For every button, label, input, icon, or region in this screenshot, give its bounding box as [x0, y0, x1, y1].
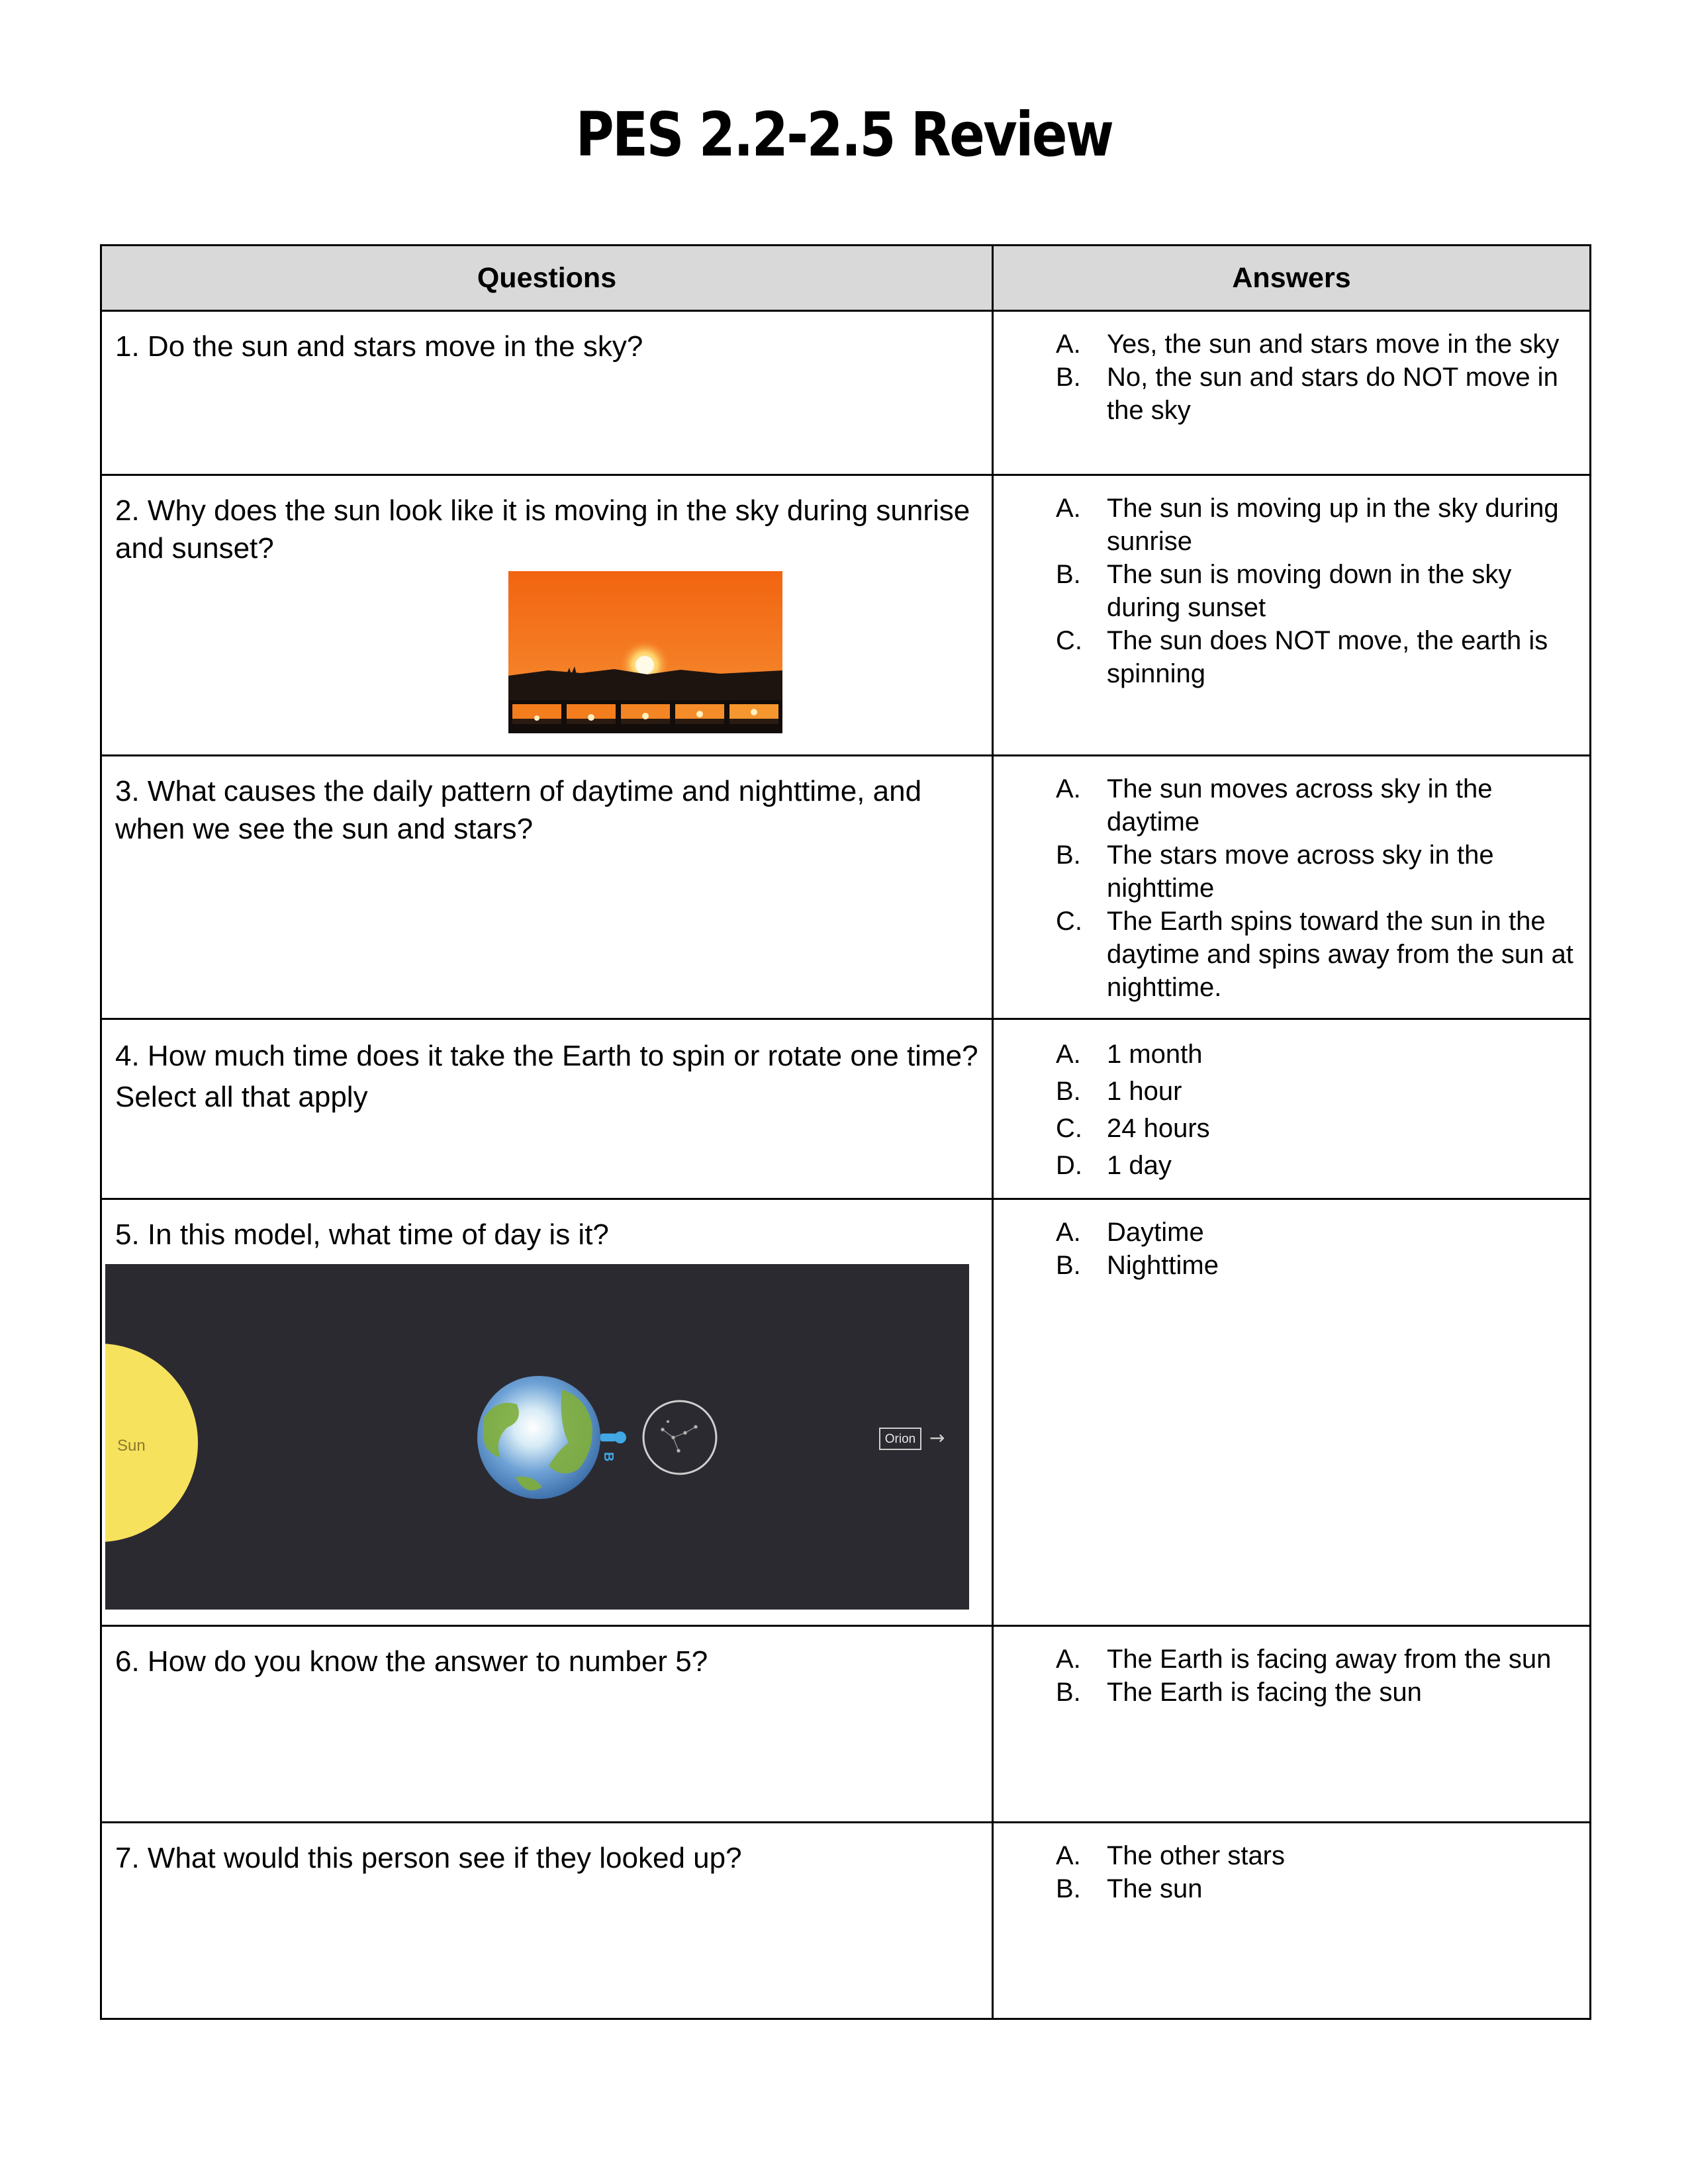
sun-label: Sun	[117, 1437, 146, 1455]
answer-options	[994, 492, 1577, 690]
answer-option[interactable]	[994, 492, 1577, 558]
option-text: Daytime	[1107, 1218, 1204, 1247]
option-letter: A.	[1056, 1841, 1081, 1870]
answer-option[interactable]	[994, 328, 1577, 361]
observer-label: B	[601, 1452, 616, 1462]
table-row	[101, 311, 1591, 475]
option-letter: A.	[1056, 494, 1081, 523]
answer-option[interactable]	[994, 1676, 1577, 1709]
review-table	[100, 244, 1591, 2020]
question-cell	[101, 1823, 993, 2019]
option-text: 1 hour	[1107, 1077, 1182, 1106]
answer-cell	[993, 311, 1591, 475]
question-text: 6. How do you know the answer to number 5?	[115, 1645, 708, 1678]
document-title: PES 2.2-2.5 Review	[575, 99, 1113, 170]
answer-option[interactable]	[994, 1036, 1577, 1073]
option-letter: B.	[1056, 1251, 1081, 1280]
answer-cell	[993, 1626, 1591, 1823]
table-row	[101, 475, 1591, 756]
option-letter: A.	[1056, 330, 1081, 359]
answer-cell	[993, 1019, 1591, 1199]
question-text: 7. What would this person see if they looked up?	[115, 1842, 742, 1874]
table-row	[101, 1626, 1591, 1823]
option-text: Nighttime	[1107, 1251, 1219, 1280]
option-text: The Earth spins toward the sun in the daytime and spins away from the sun at nighttime.	[1107, 907, 1573, 1002]
option-text: The sun is moving down in the sky during sunset	[1107, 560, 1512, 622]
question-text: 3. What causes the daily pattern of daytime and nighttime, and when we see the sun and stars?	[115, 775, 922, 845]
earth-orbit-model	[105, 1264, 969, 1610]
answer-option[interactable]	[994, 624, 1577, 690]
answer-option[interactable]	[994, 1249, 1577, 1282]
option-letter: A.	[1056, 774, 1081, 803]
question-cell	[101, 1199, 993, 1626]
option-text: Yes, the sun and stars move in the sky	[1107, 330, 1560, 359]
option-letter: C.	[1056, 1114, 1082, 1143]
answer-options	[994, 772, 1577, 1004]
option-letter: B.	[1056, 1678, 1081, 1707]
answer-options	[994, 1216, 1577, 1282]
answer-cell	[993, 475, 1591, 756]
option-text: The sun moves across sky in the daytime	[1107, 774, 1493, 837]
answer-option[interactable]	[994, 839, 1577, 905]
option-letter: B.	[1056, 1874, 1081, 1903]
answer-cell	[993, 1199, 1591, 1626]
arrow-right-icon: →	[929, 1427, 945, 1449]
answer-cell	[993, 756, 1591, 1019]
sun-disc	[635, 656, 654, 674]
answer-option[interactable]	[994, 1839, 1577, 1872]
option-letter: C.	[1056, 907, 1082, 936]
question-text: 1. Do the sun and stars move in the sky?	[115, 330, 643, 363]
option-text: 1 month	[1107, 1040, 1203, 1069]
option-letter: B.	[1056, 560, 1081, 589]
answer-option[interactable]	[994, 558, 1577, 624]
observer-head	[614, 1432, 626, 1443]
answer-option[interactable]	[994, 1110, 1577, 1147]
answer-option[interactable]	[994, 905, 1577, 1004]
answer-option[interactable]	[994, 1216, 1577, 1249]
answer-cell	[993, 1823, 1591, 2019]
answer-option[interactable]	[994, 1643, 1577, 1676]
table-row	[101, 1019, 1591, 1199]
question-cell	[101, 1019, 993, 1199]
option-letter: B.	[1056, 363, 1081, 392]
option-letter: D.	[1056, 1151, 1082, 1180]
option-text: No, the sun and stars do NOT move in the sky	[1107, 363, 1558, 425]
answer-option[interactable]	[994, 1147, 1577, 1184]
sunset-frames	[512, 704, 778, 724]
answer-options	[994, 1643, 1577, 1709]
question-cell	[101, 756, 993, 1019]
question-cell	[101, 475, 993, 756]
question-text: 5. In this model, what time of day is it?	[115, 1218, 609, 1251]
option-text: The sun is moving up in the sky during sunrise	[1107, 494, 1559, 556]
question-cell	[101, 1626, 993, 1823]
questions-header: Questions	[101, 246, 993, 311]
option-letter: C.	[1056, 626, 1082, 655]
option-letter: A.	[1056, 1645, 1081, 1674]
option-text: The Earth is facing the sun	[1107, 1678, 1422, 1707]
answer-option[interactable]	[994, 361, 1577, 427]
observer-figure	[600, 1433, 616, 1441]
table-row	[101, 756, 1591, 1019]
option-text: The sun	[1107, 1874, 1203, 1903]
option-text: The other stars	[1107, 1841, 1286, 1870]
table-row	[101, 1199, 1591, 1626]
orion-label: Orion	[884, 1432, 916, 1446]
answer-option[interactable]	[994, 1872, 1577, 1905]
table-header-row	[101, 246, 1591, 311]
question-text: 4. How much time does it take the Earth to spin or rotate one time? Select all that apply	[115, 1040, 978, 1113]
option-text: 1 day	[1107, 1151, 1172, 1180]
option-letter: A.	[1056, 1218, 1081, 1247]
option-letter: B.	[1056, 1077, 1081, 1106]
question-cell	[101, 311, 993, 475]
option-text: The sun does NOT move, the earth is spinning	[1107, 626, 1548, 688]
answer-options	[994, 328, 1577, 427]
answer-option[interactable]	[994, 1073, 1577, 1110]
option-text: The Earth is facing away from the sun	[1107, 1645, 1552, 1674]
sunset-photo	[508, 571, 782, 733]
option-text: 24 hours	[1107, 1114, 1210, 1143]
answer-option[interactable]	[994, 772, 1577, 839]
answers-header: Answers	[993, 246, 1591, 311]
option-letter: B.	[1056, 841, 1081, 870]
option-text: The stars move across sky in the nighttime	[1107, 841, 1494, 903]
answer-options	[994, 1036, 1577, 1184]
answer-options	[994, 1839, 1577, 1905]
question-text: 2. Why does the sun look like it is moving in the sky during sunrise and sunset?	[115, 494, 970, 565]
option-letter: A.	[1056, 1040, 1081, 1069]
table-row	[101, 1823, 1591, 2019]
